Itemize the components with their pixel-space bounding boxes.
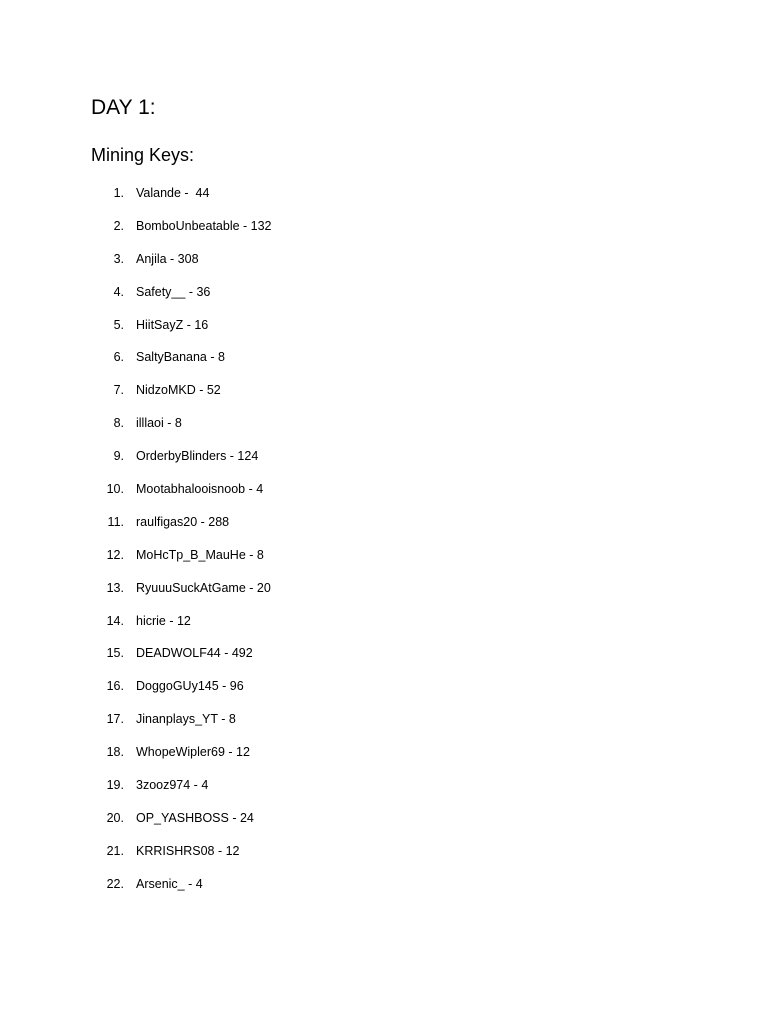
list-item-text: DoggoGUy145 - 96: [136, 679, 244, 694]
list-item: [0, 642, 768, 675]
list-item: [0, 445, 768, 478]
mining-keys-heading: Mining Keys:: [91, 145, 195, 165]
list-item-number: 18.: [106, 745, 124, 760]
list-item-number: 11.: [107, 514, 124, 529]
list-item: [0, 412, 768, 445]
list-item-text: WhopeWipler69 - 12: [136, 745, 250, 760]
mining-keys-list: [0, 182, 768, 906]
list-item-number: 2.: [113, 218, 124, 233]
list-item: [0, 577, 768, 610]
list-item-text: RyuuuSuckAtGame - 20: [136, 580, 271, 595]
list-item-text: BomboUnbeatable - 132: [136, 218, 272, 233]
list-item: [0, 774, 768, 807]
list-item-number: 21.: [106, 843, 124, 858]
list-item: [0, 215, 768, 248]
list-item-text: KRRISHRS08 - 12: [136, 843, 240, 858]
list-item: [0, 182, 768, 215]
list-item-number: 19.: [106, 778, 124, 793]
list-item: [0, 248, 768, 281]
list-item-text: Jinanplays_YT - 8: [136, 712, 236, 727]
list-item: [0, 807, 768, 840]
list-item-number: 10.: [106, 482, 124, 497]
list-item-text: Mootabhalooisnoob - 4: [136, 482, 264, 497]
list-item: [0, 511, 768, 544]
list-item-number: 3.: [113, 251, 124, 266]
list-item: [0, 675, 768, 708]
list-item: [0, 314, 768, 347]
list-item-number: 13.: [106, 580, 124, 595]
list-item-text: Arsenic_ - 4: [136, 876, 203, 891]
list-item-number: 20.: [106, 810, 124, 825]
list-item-text: Anjila - 308: [136, 251, 199, 266]
list-item: [0, 478, 768, 511]
list-item-text: 3zooz974 - 4: [136, 778, 209, 793]
day-heading: DAY 1:: [91, 96, 156, 119]
list-item: [0, 346, 768, 379]
list-item-text: DEADWOLF44 - 492: [136, 646, 253, 661]
list-item: [0, 281, 768, 314]
list-item: [0, 741, 768, 774]
list-item-text: hicrie - 12: [136, 613, 191, 628]
list-item: [0, 379, 768, 412]
list-item: [0, 873, 768, 906]
list-item: [0, 544, 768, 577]
list-item-number: 4.: [113, 284, 124, 299]
list-item-number: 15.: [106, 646, 124, 661]
list-item-number: 9.: [113, 449, 124, 464]
list-item-text: HiitSayZ - 16: [136, 317, 209, 332]
list-item-number: 1.: [113, 186, 124, 200]
list-item-number: 5.: [113, 317, 124, 332]
list-item-text: NidzoMKD - 52: [136, 383, 221, 398]
list-item-number: 6.: [113, 350, 124, 365]
list-item-number: 7.: [113, 383, 124, 398]
list-item: [0, 708, 768, 741]
list-item-text: Safety__ - 36: [136, 284, 211, 299]
list-item-number: 12.: [106, 547, 124, 562]
list-item-text: OrderbyBlinders - 124: [136, 449, 259, 464]
list-item: [0, 840, 768, 873]
list-item-number: 17.: [106, 712, 124, 727]
list-item-number: 14.: [106, 613, 124, 628]
list-item-number: 16.: [106, 679, 124, 694]
list-item-text: OP_YASHBOSS - 24: [136, 810, 254, 825]
list-item-text: SaltyBanana - 8: [136, 350, 225, 365]
list-item-text: raulfigas20 - 288: [136, 514, 230, 529]
list-item-number: 8.: [113, 416, 124, 431]
list-item-number: 22.: [106, 876, 124, 891]
list-item-text: MoHcTp_B_MauHe - 8: [136, 547, 264, 562]
list-item: [0, 610, 768, 643]
list-item-text: Valande - 44: [136, 186, 210, 200]
list-item-text: illlaoi - 8: [136, 416, 182, 431]
